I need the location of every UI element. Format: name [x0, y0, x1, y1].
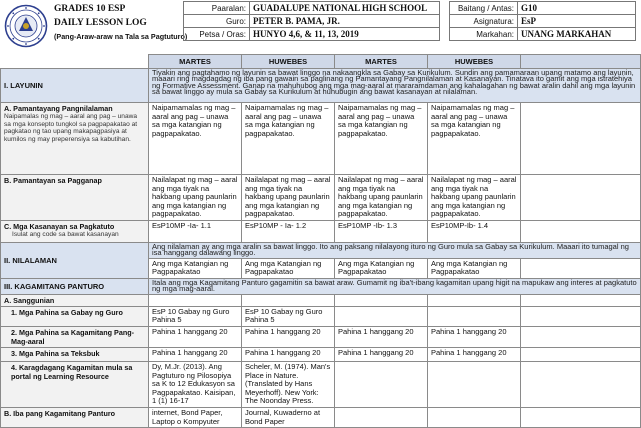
teacher-value: PETER B. PAMA, JR. [250, 15, 440, 28]
sanggunian-title: A. Sanggunian [4, 295, 55, 305]
kagamitang-mag-aaral-label [1, 327, 149, 348]
header-title-dll: DAILY LESSON LOG [54, 18, 147, 28]
kagamitang-mag-aaral-cell-5 [521, 327, 641, 348]
nilalaman-title: II. NILALAMAN [1, 243, 149, 279]
kasanayan-cell-4: EsP10MP-Ib- 1.4 [428, 221, 521, 243]
pangnilalaman-cell-2: Naipamamalas ng mag – aaral ang pag – unawa sa mga katangian ng pagpapakatao. [242, 103, 335, 175]
header-title-grade: GRADES 10 ESP [54, 4, 126, 14]
dll-header [0, 0, 640, 52]
kasanayan-cell-1: EsP10MP -Ia- 1.1 [149, 221, 242, 243]
kagamitan-note: Itala ang mga Kagamitang Panturo gagamitin sa bawat araw. Gumamit ng iba't-ibang kagamitan upang higit na mapukaw ang interes at pagkatuto ng mga mag-aaral. [149, 279, 641, 295]
pangnilalaman-desc: Naipamalas ng mag – aaral ang pag – unawa sa mga konsepto tungkol sa pagpapakatao at pagkatao ng tao upang makapagpasiya at kumilos ng may preperensiya sa kabutihan. [4, 113, 138, 143]
teksbuk-cell-4: Pahina 1 hanggang 20 [428, 348, 521, 362]
iba-pang-kagamitan-cell-2: Journal, Kuwaderno at Bond Paper [242, 407, 335, 427]
pangnilalaman-cell-1: Naipamamalas ng mag – aaral ang pag – unawa sa mga katangian ng pagpapakatao. [149, 103, 242, 175]
teksbuk-title: 3. Mga Pahina sa Teksbuk [11, 349, 100, 358]
kagamitang-mag-aaral-cell-3: Pahina 1 hanggang 20 [335, 327, 428, 348]
learning-resource-row [1, 362, 641, 408]
pagganap-cell-4: Nailalapat ng mag – aaral ang mga tiyak na hakbang upang paunlarin ang mga katangian ng pagpapakatao. [428, 175, 521, 221]
pangnilalaman-label [1, 103, 149, 175]
pagganap-title: B. Pamantayan sa Pagganap [4, 176, 102, 185]
gabay-guro-title: 1. Mga Pahina sa Gabay ng Guro [11, 307, 123, 317]
kagamitang-mag-aaral-cell-1: Pahina 1 hanggang 20 [149, 327, 242, 348]
iba-pang-kagamitan-cell-1: internet, Bond Paper, Laptop o Kompyuter [149, 407, 242, 427]
learning-resource-title: 4. Karagdagang Kagamitan mula sa portal ng Learning Resource [11, 363, 133, 381]
pagganap-cell-1: Nailalapat ng mag – aaral ang mga tiyak na hakbang upang paunlarin ang mga katangian ng pagpapakatao. [149, 175, 242, 221]
day-header-4: HUWEBES [428, 55, 521, 69]
iba-pang-kagamitan-cell-4 [428, 407, 521, 427]
day-header-row [1, 55, 641, 69]
school-label: Paaralan: [184, 2, 250, 15]
kagamitan-row [1, 279, 641, 295]
class-info-table [449, 1, 636, 41]
grade-label: Baitang / Antas: [450, 2, 518, 15]
subject-label: Asignatura: [450, 15, 518, 28]
pagganap-cell-5 [521, 175, 641, 221]
date-label: Petsa / Oras: [184, 28, 250, 41]
teacher-label: Guro: [184, 15, 250, 28]
learning-resource-cell-2: Scheler, M. (1974). Man's Place in Nature. (Translated by Hans Meyerhoff). New York: The Noonday Press. [242, 362, 335, 408]
iba-pang-kagamitan-label [1, 407, 149, 427]
pangnilalaman-title: A. Pamantayang Pangnilalaman [4, 104, 113, 113]
gabay-guro-cell-5 [521, 306, 641, 326]
kasanayan-label [1, 221, 149, 243]
grade-value: G10 [518, 2, 636, 15]
learning-resource-cell-4 [428, 362, 521, 408]
gabay-guro-label [1, 306, 149, 326]
gabay-guro-cell-2: EsP 10 Gabay ng Guro Pahina 5 [242, 306, 335, 326]
school-info-table [183, 1, 440, 41]
iba-pang-kagamitan-title: B. Iba pang Kagamitang Panturo [4, 408, 116, 418]
day-header-2: HUWEBES [242, 55, 335, 69]
nilalaman-cell-3: Ang mga Katangian ng Pagpapakatao [335, 258, 428, 278]
pagganap-cell-2: Nailalapat ng mag – aaral ang mga tiyak na hakbang upang paunlarin ang mga katangian ng pagpapakatao. [242, 175, 335, 221]
day-header-1: MARTES [149, 55, 242, 69]
kagamitang-mag-aaral-title: 2. Mga Pahina sa Kagamitang Pang-Mag-aaral [11, 328, 135, 346]
pangnilalaman-cell-5 [521, 103, 641, 175]
nilalaman-note: Ang nilalaman ay ang mga aralin sa bawat linggo. Ito ang paksang nilalayong ituro ng Guro mula sa Gabay sa Kurikulum. Maaari ito tumagal ng isa hanggang dalawang linggo. [149, 243, 641, 259]
quarter-label: Markahan: [450, 28, 518, 41]
kagamitang-mag-aaral-cell-2: Pahina 1 hanggang 20 [242, 327, 335, 348]
school-value: GUADALUPE NATIONAL HIGH SCHOOL [250, 2, 440, 15]
nilalaman-note-row [1, 243, 641, 259]
date-value: HUNYO 4,6, & 11, 13, 2019 [250, 28, 440, 41]
day-header-3: MARTES [335, 55, 428, 69]
learning-resource-label [1, 362, 149, 408]
layunin-row [1, 69, 641, 103]
kasanayan-row [1, 221, 641, 243]
kasanayan-cell-3: EsP10MP -Ib- 1.3 [335, 221, 428, 243]
nilalaman-cell-5 [521, 258, 641, 278]
subject-value: EsP [518, 15, 636, 28]
teksbuk-cell-1: Pahina 1 hanggang 20 [149, 348, 242, 362]
nilalaman-cell-1: Ang mga Katangian ng Pagpapakatao [149, 258, 242, 278]
layunin-title: I. LAYUNIN [1, 69, 149, 103]
learning-resource-cell-3 [335, 362, 428, 408]
learning-resource-cell-1: Dy, M.Jr. (2013). Ang Pagtuturo ng Pilosopiya sa K to 12 Edukasyon sa Pagpapakatao. Kaisipan, 1 (1) 16-17 [149, 362, 242, 408]
kasanayan-title: C. Mga Kasanayan sa Pagkatuto [4, 222, 115, 231]
pangnilalaman-row [1, 103, 641, 175]
teksbuk-cell-3: Pahina 1 hanggang 20 [335, 348, 428, 362]
pagganap-cell-3: Nailalapat ng mag – aaral ang mga tiyak na hakbang upang paunlarin ang mga katangian ng pagpapakatao. [335, 175, 428, 221]
gabay-guro-row [1, 306, 641, 326]
kasanayan-cell-2: EsP10MP - Ia- 1.2 [242, 221, 335, 243]
gabay-guro-cell-1: EsP 10 Gabay ng Guro Pahina 5 [149, 306, 242, 326]
kagamitan-title: III. KAGAMITANG PANTURO [1, 279, 149, 295]
nilalaman-cell-2: Ang mga Katangian ng Pagpapakatao [242, 258, 335, 278]
layunin-note: Tiyakin ang pagtahamo ng layunin sa bawat linggo na nakaangkla sa Gabay sa Kurikulum. Sundin ang pamamaraan upang matamo ang layunin, maaari ring magdagdag ng iba pang gawain sa paglinang ng Pamantayang Pangnilalaman at Kasanayan. Tinatava ito gamit ang mga istratehiya ng Formative Assessment. Ganap na mahuhubog ang mga mag-aaral at mararamdaman ang kahalagahan ng bawat aralin dahil ang mga layunin sa bawat linggo ay mula sa Gabay sa Kurikulum at huhubugin ang bawat kasanayan at nilalaman. [149, 69, 641, 103]
header-subtitle: (Pang-Araw-araw na Tala sa Pagtuturo) [54, 32, 188, 41]
sanggunian-label [1, 294, 149, 306]
lesson-log-table [0, 54, 641, 428]
kasanayan-desc: Isulat ang code sa bawat kasanayan [12, 231, 119, 238]
teksbuk-cell-5 [521, 348, 641, 362]
learning-resource-cell-5 [521, 362, 641, 408]
day-header-5 [521, 55, 641, 69]
iba-pang-kagamitan-cell-3 [335, 407, 428, 427]
iba-pang-kagamitan-cell-5 [521, 407, 641, 427]
gabay-guro-cell-3 [335, 306, 428, 326]
teksbuk-cell-2: Pahina 1 hanggang 20 [242, 348, 335, 362]
teksbuk-row [1, 348, 641, 362]
teksbuk-label [1, 348, 149, 362]
sanggunian-row [1, 294, 641, 306]
iba-pang-kagamitan-row [1, 407, 641, 427]
quarter-value: UNANG MARKAHAN [518, 28, 636, 41]
pangnilalaman-cell-3: Naipamamalas ng mag – aaral ang pag – unawa sa mga katangian ng pagpapakatao. [335, 103, 428, 175]
kagamitang-mag-aaral-row [1, 327, 641, 348]
nilalaman-cell-4: Ang mga Katangian ng Pagpapakatao [428, 258, 521, 278]
deped-seal-icon [4, 4, 48, 48]
gabay-guro-cell-4 [428, 306, 521, 326]
pangnilalaman-cell-4: Naipamamalas ng mag – aaral ang pag – unawa sa mga katangian ng pagpapakatao. [428, 103, 521, 175]
pagganap-row [1, 175, 641, 221]
kasanayan-cell-5 [521, 221, 641, 243]
pagganap-label [1, 175, 149, 221]
kagamitang-mag-aaral-cell-4: Pahina 1 hanggang 20 [428, 327, 521, 348]
